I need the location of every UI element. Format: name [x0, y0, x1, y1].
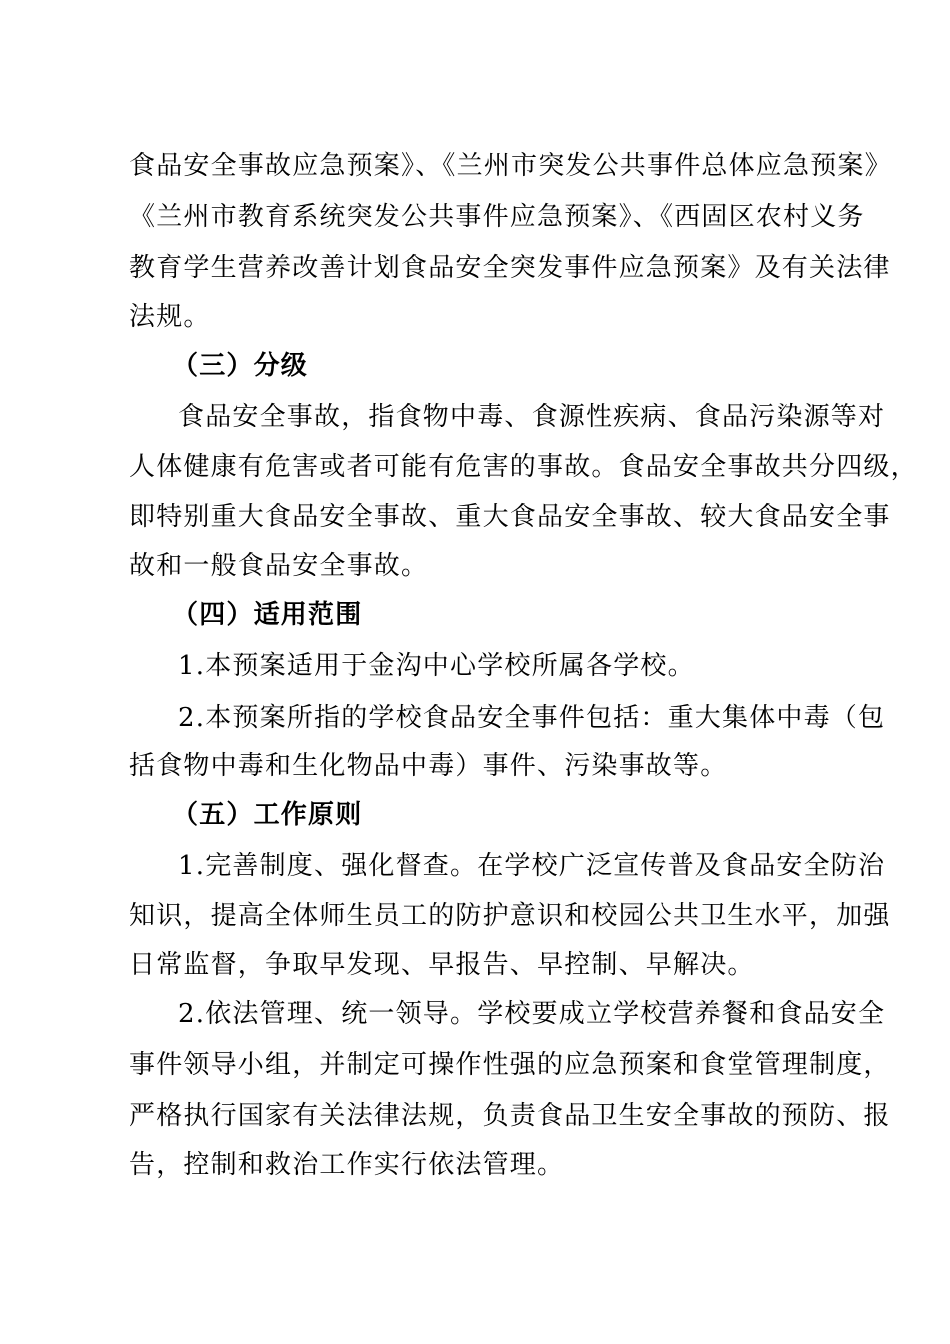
section-heading: （三）分级	[172, 351, 309, 381]
paragraph-line: 事件领导小组，并制定可操作性强的应急预案和食堂管理制度，	[129, 1050, 891, 1080]
section-heading: （五）工作原则	[172, 800, 363, 830]
paragraph-line: 人体健康有危害或者可能有危害的事故。食品安全事故共分四级，	[129, 452, 918, 482]
paragraph-line: 食品安全事故，指食物中毒、食源性疾病、食品污染源等对	[178, 402, 886, 432]
paragraph-line: 法规。	[129, 302, 211, 332]
paragraph-line: 1.完善制度、强化督查。在学校广泛宣传普及食品安全防治	[178, 851, 886, 881]
paragraph-line: 食品安全事故应急预案》、《兰州市突发公共事件总体应急预案》	[129, 151, 892, 181]
paragraph-line: 严格执行国家有关法律法规，负责食品卫生安全事故的预防、报	[129, 1101, 891, 1131]
paragraph-line: 1.本预案适用于金沟中心学校所属各学校。	[178, 651, 695, 681]
paragraph-line: 告，控制和救治工作实行依法管理。	[129, 1150, 565, 1180]
paragraph-line: 即特别重大食品安全事故、重大食品安全事故、较大食品安全事	[129, 502, 891, 532]
paragraph-line: 故和一般食品安全事故。	[129, 551, 429, 581]
section-heading: （四）适用范围	[172, 600, 363, 630]
paragraph-line: 教育学生营养改善计划食品安全突发事件应急预案》及有关法律	[129, 253, 891, 283]
paragraph-line: 《兰州市教育系统突发公共事件应急预案》、《西固区农村义务	[129, 202, 865, 232]
paragraph-line: 括食物中毒和生化物品中毒）事件、污染事故等。	[129, 751, 728, 781]
paragraph-line: 2.依法管理、统一领导。学校要成立学校营养餐和食品安全	[178, 999, 886, 1029]
paragraph-line: 知识，提高全体师生员工的防护意识和校园公共卫生水平，加强	[129, 901, 891, 931]
paragraph-line: 日常监督，争取早发现、早报告、早控制、早解决。	[129, 950, 755, 980]
paragraph-line: 2.本预案所指的学校食品安全事件包括：重大集体中毒（包	[178, 703, 886, 733]
